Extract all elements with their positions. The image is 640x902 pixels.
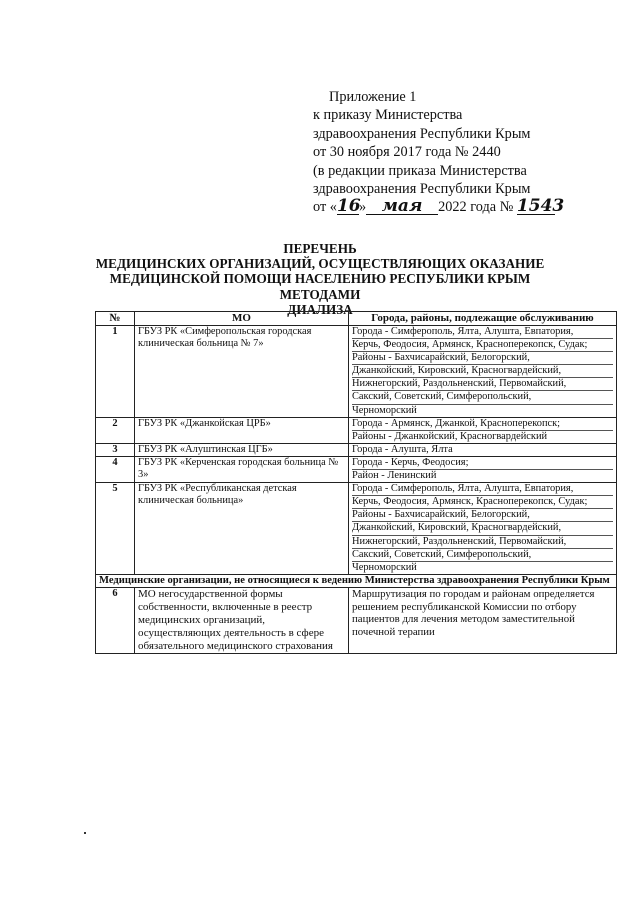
title-line-3: ДИАЛИЗА xyxy=(287,301,353,317)
area-line: Район - Ленинский xyxy=(352,470,437,482)
header-areas: Города, районы, подлежащие обслуживанию xyxy=(349,312,617,326)
area-line: Нижнегорский, Раздольненский, Первомайский, xyxy=(352,536,613,549)
table-row xyxy=(96,588,617,654)
header-mo: МО xyxy=(135,312,349,326)
table-row xyxy=(96,417,617,443)
row-areas xyxy=(349,326,617,418)
date-number-handwritten: 1543 xyxy=(516,196,565,217)
title-heading: ПЕРЕЧЕНЬ xyxy=(283,241,357,256)
area-line: Керчь, Феодосия, Армянск, Красноперекопск, Судак; xyxy=(352,339,613,352)
section-header-row xyxy=(96,574,617,588)
row-organization: ГБУЗ РК «Симферопольская городская клиническая больница № 7» xyxy=(135,326,349,418)
area-line: Сакский, Советский, Симферопольский, xyxy=(352,391,613,404)
row-areas xyxy=(349,456,617,482)
appendix-line-2: к приказу Министерства xyxy=(313,107,463,124)
area-line: Джанкойский, Кировский, Красногвардейский, xyxy=(352,365,613,378)
area-line: Сакский, Советский, Симферопольский, xyxy=(352,549,613,562)
area-line: Города - Керчь, Феодосия; xyxy=(352,457,613,470)
area-line: Районы - Джанкойский, Красногвардейский xyxy=(352,430,548,442)
date-year: 2022 года № xyxy=(438,199,514,216)
row-organization: ГБУЗ РК «Республиканская детская клиническая больница» xyxy=(135,483,349,575)
area-line: Районы - Бахчисарайский, Белогорский, xyxy=(352,352,613,365)
appendix-line-4: от 30 ноября 2017 года № 2440 xyxy=(313,144,501,161)
table-row xyxy=(96,483,617,575)
document-title xyxy=(80,241,560,317)
area-line: Города - Симферополь, Ялта, Алушта, Евпатория, xyxy=(352,326,613,339)
row-organization: ГБУЗ РК «Джанкойская ЦРБ» xyxy=(135,417,349,443)
area-line: Черноморский xyxy=(352,404,417,416)
row-organization: ГБУЗ РК «Алуштинская ЦГБ» xyxy=(135,443,349,456)
table-header-row xyxy=(96,312,617,326)
appendix-date-line xyxy=(313,198,613,216)
date-day-handwritten: 16 xyxy=(336,196,361,217)
row-number: 1 xyxy=(96,326,135,418)
area-line: Керчь, Феодосия, Армянск, Красноперекопск, Судак; xyxy=(352,496,613,509)
area-line: Джанкойский, Кировский, Красногвардейский, xyxy=(352,522,613,535)
date-month-handwritten: мая xyxy=(366,199,438,215)
row-number: 5 xyxy=(96,483,135,575)
area-line: Черноморский xyxy=(352,561,417,573)
area-line: Города - Армянск, Джанкой, Красноперекопск; xyxy=(352,418,613,431)
appendix-line-5: (в редакции приказа Министерства xyxy=(313,162,527,179)
area-line: Нижнегорский, Раздольненский, Первомайский, xyxy=(352,378,613,391)
table-row xyxy=(96,326,617,418)
area-line: Районы - Бахчисарайский, Белогорский, xyxy=(352,509,613,522)
row-areas: Маршрутизация по городам и районам определяется решением республиканской Комиссии по отбору пациентов для лечения методом заместительной почечной терапии xyxy=(349,588,617,654)
title-line-2: МЕДИЦИНСКОЙ ПОМОЩИ НАСЕЛЕНИЮ РЕСПУБЛИКИ КРЫМ МЕТОДАМИ xyxy=(109,271,531,302)
row-areas xyxy=(349,483,617,575)
area-line: Города - Алушта, Ялта xyxy=(352,443,453,455)
area-line: Города - Симферополь, Ялта, Алушта, Евпатория, xyxy=(352,483,613,496)
header-number: № xyxy=(96,312,135,326)
row-number: 2 xyxy=(96,417,135,443)
appendix-line-1: Приложение 1 xyxy=(329,89,417,105)
row-areas xyxy=(349,417,617,443)
row-organization: МО негосударственной формы собственности, включенные в реестр медицинских организаций, осуществляющих деятельность в сфере обязательного медицинского страхования xyxy=(135,588,349,654)
appendix-line-3: здравоохранения Республики Крым xyxy=(313,125,531,142)
title-line-1: МЕДИЦИНСКИХ ОРГАНИЗАЦИЙ, ОСУЩЕСТВЛЯЮЩИХ ОКАЗАНИЕ xyxy=(95,256,545,272)
table-row xyxy=(96,456,617,482)
scan-speck xyxy=(84,832,86,834)
row-areas xyxy=(349,443,617,456)
organizations-table xyxy=(95,311,617,654)
appendix-line-6: здравоохранения Республики Крым xyxy=(313,181,531,198)
appendix-header xyxy=(313,88,613,217)
date-mid: » xyxy=(358,199,367,216)
row-organization: ГБУЗ РК «Керченская городская больница № 3» xyxy=(135,456,349,482)
row-number: 4 xyxy=(96,456,135,482)
table-row xyxy=(96,443,617,456)
date-prefix: от « xyxy=(313,199,337,216)
row-number: 3 xyxy=(96,443,135,456)
row-number: 6 xyxy=(96,588,135,654)
section-header: Медицинские организации, не относящиеся к ведению Министерства здравоохранения Республики Крым xyxy=(96,574,617,588)
